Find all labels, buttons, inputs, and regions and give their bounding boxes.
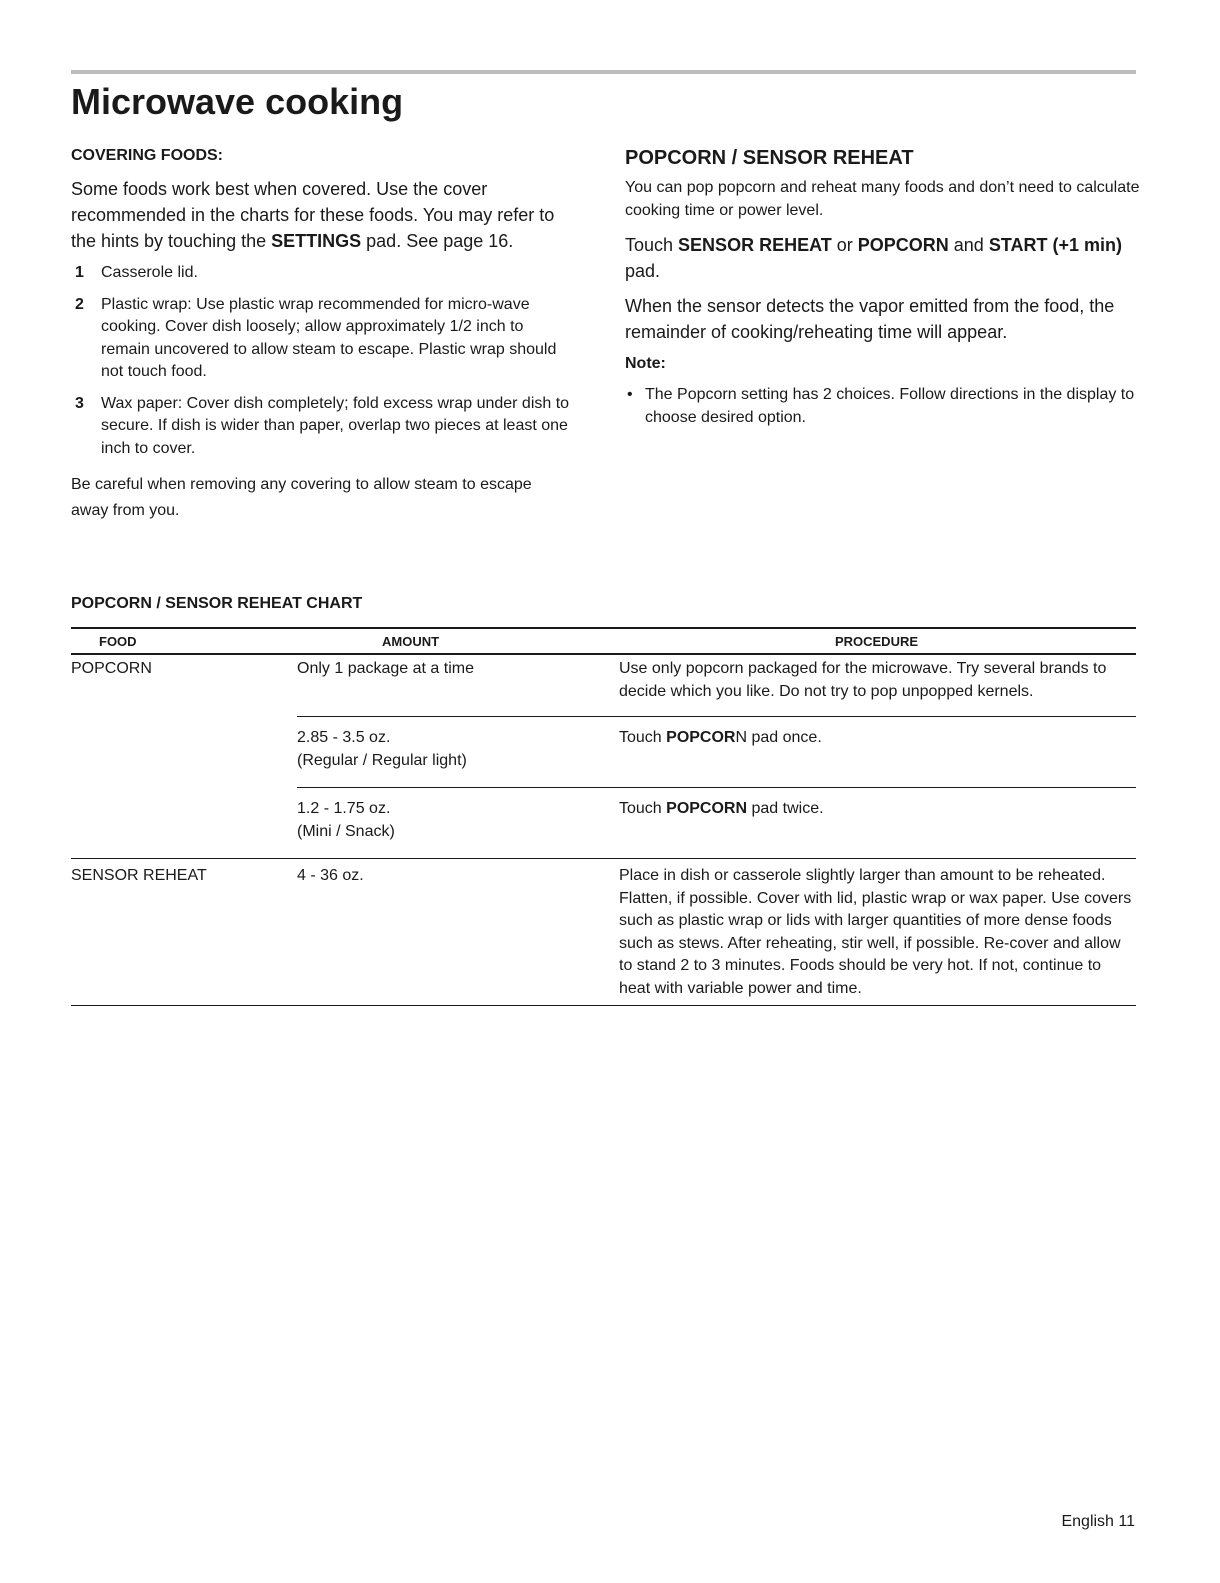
touch-instructions — [625, 232, 1140, 284]
note-label: Note: — [625, 355, 666, 372]
procedure-text: Touch — [619, 729, 667, 746]
intro-text: Some foods work best when covered. Use the cover recommended in the charts for these foods. You may refer to the hints by touching the — [71, 179, 555, 251]
touch-text: or — [831, 235, 858, 255]
item-text: Plastic wrap: Use plastic wrap recommended for micro-wave cooking. Cover dish loosely; allow approximately 1/2 inch to remain uncovered to allow steam to escape. Plastic wrap should not touch food. — [101, 295, 557, 380]
amount-cell: 4 - 36 oz. — [297, 859, 617, 1006]
touch-text: and — [948, 235, 989, 255]
item-text: Wax paper: Cover dish completely; fold excess wrap under dish to secure. If dish is wider than paper, overlap two pieces at least one inch to cover. — [101, 394, 570, 457]
amount-subtext: (Regular / Regular light) — [297, 751, 467, 769]
procedure-cell — [617, 654, 1136, 717]
item-number: 1 — [75, 264, 84, 281]
item-number: 3 — [75, 394, 84, 412]
note-item — [625, 383, 1140, 429]
list-item — [71, 262, 571, 285]
procedure-text: pad twice. — [747, 800, 824, 817]
food-cell-sensor-reheat: SENSOR REHEAT — [71, 859, 297, 1006]
procedure-cell — [617, 788, 1136, 859]
start-pad-name: START (+1 min) — [988, 235, 1122, 255]
food-cell-popcorn: POPCORN — [71, 654, 297, 859]
note-list — [625, 383, 1140, 429]
two-column-section — [71, 146, 1140, 576]
page-title: Microwave cooking — [71, 81, 404, 122]
header-procedure: PROCEDURE — [617, 628, 1136, 654]
amount-cell — [297, 717, 617, 788]
table-row — [71, 859, 1136, 1006]
sensor-detects-text: When the sensor detects the vapor emitted from the food, the remainder of cooking/reheating time will appear. — [625, 296, 1115, 342]
popcorn-pad-name: POPCOR — [666, 729, 736, 746]
procedure-cell: Place in dish or casserole slightly larger than amount to be reheated. Flatten, if possible. Cover with lid, plastic wrap or wax paper. Use covers such as plastic wrap or lids with larger quantities of more dense foods such as stews. After reheating, stir well, if possible. Re-cover and allow to stand 2 to 3 minutes. Foods should be very hot. If not, continue to heat with variable power and time. — [617, 859, 1136, 1006]
bullet-icon: • — [627, 386, 633, 403]
covering-foods-section — [71, 146, 571, 524]
popcorn-sensor-section — [625, 146, 1140, 429]
amount-subtext: (Mini / Snack) — [297, 822, 395, 840]
table-header-row — [71, 628, 1136, 654]
list-item — [71, 393, 571, 461]
amount-cell: Only 1 package at a time — [297, 654, 617, 717]
chart-title: POPCORN / SENSOR REHEAT CHART — [71, 595, 363, 612]
list-item — [71, 294, 571, 384]
procedure-text: Touch — [619, 800, 667, 817]
table-row — [71, 654, 1136, 717]
touch-text: Touch — [625, 235, 679, 255]
intro-text-end: pad. See page 16. — [361, 231, 514, 251]
procedure-text: N pad once. — [735, 729, 822, 746]
popcorn-pad-name: POPCORN — [666, 800, 748, 817]
header-amount: AMOUNT — [297, 628, 617, 654]
item-text: Casserole lid. — [101, 264, 198, 281]
procedure-text: Use only popcorn packaged for the microwave. Try several brands to decide which you like. Do not try to pop unpopped kernels. — [619, 660, 1107, 700]
amount-text: 1.2 - 1.75 oz. — [297, 800, 391, 817]
amount-text: 2.85 - 3.5 oz. — [297, 729, 391, 746]
popcorn-sensor-heading: POPCORN / SENSOR REHEAT — [625, 147, 914, 169]
page-content — [71, 70, 1140, 576]
sensor-reheat-pad-name: SENSOR REHEAT — [678, 235, 832, 255]
top-rule — [71, 70, 1136, 74]
item-number: 2 — [75, 295, 84, 313]
settings-pad-name: SETTINGS — [271, 231, 362, 251]
header-food: FOOD — [71, 628, 297, 654]
touch-text: pad. — [625, 261, 661, 281]
popcorn-sensor-intro: You can pop popcorn and reheat many foods and don’t need to calculate cooking time or power level. — [625, 179, 1140, 219]
amount-cell — [297, 788, 617, 859]
page-number: English 11 — [1061, 1513, 1135, 1530]
note-text: The Popcorn setting has 2 choices. Follow directions in the display to choose desired option. — [645, 386, 1135, 426]
popcorn-sensor-reheat-table — [71, 627, 1136, 1006]
popcorn-pad-name: POPCORN — [857, 235, 949, 255]
procedure-cell — [617, 717, 1136, 788]
covering-options-list — [71, 262, 571, 460]
careful-warning: Be careful when removing any covering to allow steam to escape away from you. — [71, 476, 532, 519]
covering-foods-intro — [71, 176, 571, 254]
covering-foods-heading: COVERING FOODS: — [71, 147, 224, 164]
